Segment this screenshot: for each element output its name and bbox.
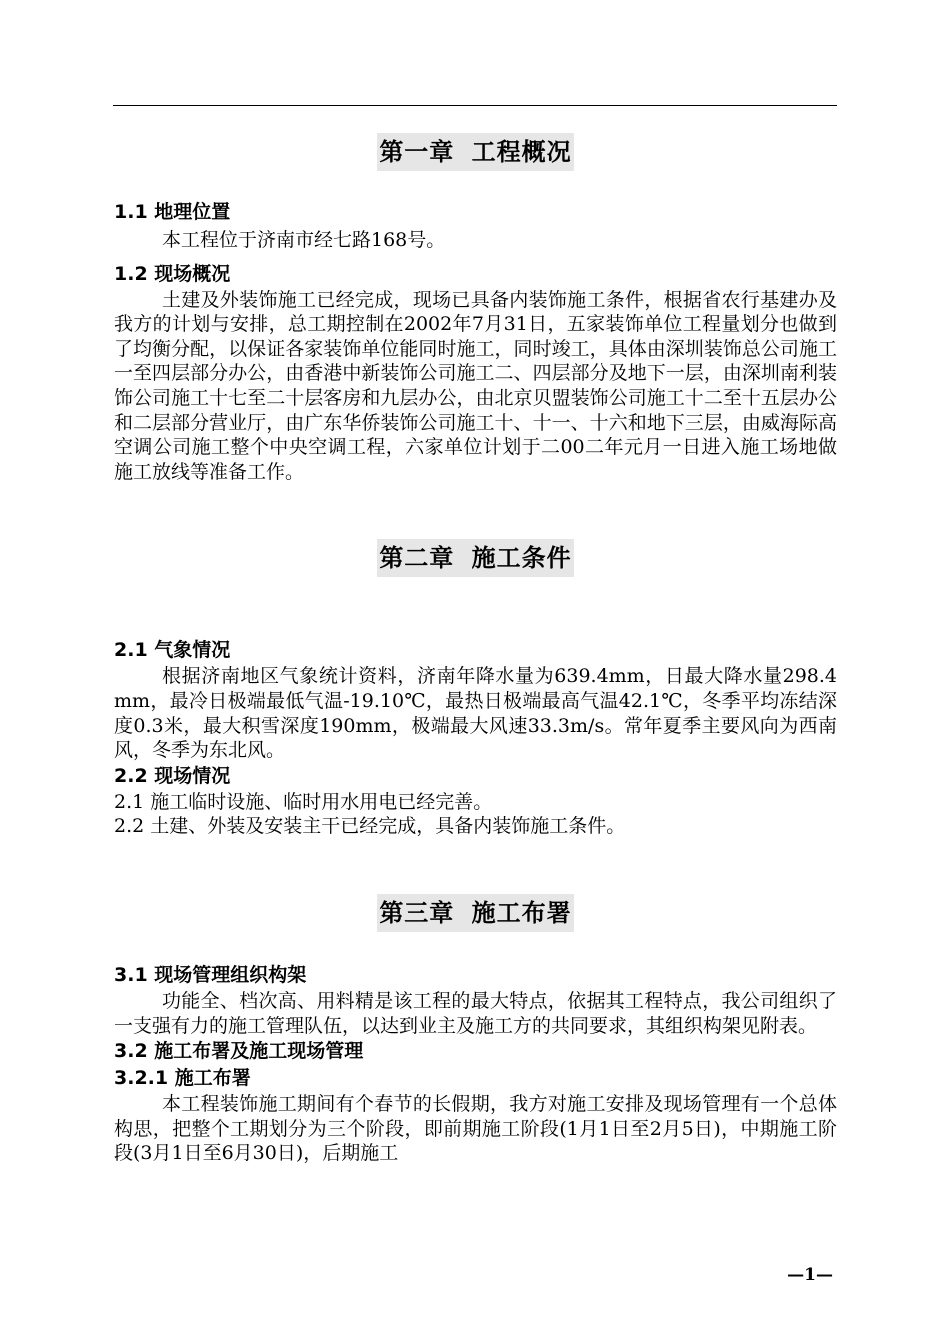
chapter-3-title: 第三章 施工布署 xyxy=(377,894,573,932)
section-heading: 1.2 现场概况 xyxy=(114,262,231,285)
paragraph: 土建及外装饰施工已经完成，现场已具备内装饰施工条件，根据省农行基建办及我方的计划与安排，总工期控制在2002年7月31日，五家装饰单位工程量划分也做到了均衡分配，以保证各家装饰单位能同时施工，同时竣工，具体由深圳装饰总公司施工一至四层部分办公，由香港中新装饰公司施工二、四层部分及地下一层，由深圳南利装饰公司施工十七至二十层客房和九层办公，由北京贝盟装饰公司施工十二至十五层办公和二层部分营业厅，由广东华侨装饰公司施工十、十一、十六和地下三层，由威海际高空调公司施工整个中央空调工程，六家单位计划于二00二年元月一日进入施工场地做施工放线等准备工作。 xyxy=(114,288,837,483)
paragraph: 根据济南地区气象统计资料，济南年降水量为639.4mm，日最大降水量298.4mm，最冷日极端最低气温-19.10℃，最热日极端最高气温42.1℃，冬季平均冻结深度0.3米，最大积雪深度190mm，极端最大风速33.3m/s。常年夏季主要风向为西南风，冬季为东北风。 xyxy=(114,665,837,762)
paragraph: 本工程位于济南市经七路168号。 xyxy=(162,229,446,251)
section-heading: 2.2 现场情况 xyxy=(114,764,231,787)
section-heading: 2.1 气象情况 xyxy=(114,639,231,662)
section-heading: 3.2 施工布署及施工现场管理 xyxy=(114,1040,364,1063)
section-heading: 3.1 现场管理组织构架 xyxy=(114,963,307,986)
chapter-1-title: 第一章 工程概况 xyxy=(377,133,573,171)
chapter-title xyxy=(114,130,837,171)
chapter-title xyxy=(114,536,837,577)
list-item: 2.1 施工临时设施、临时用水用电已经完善。 xyxy=(114,790,493,813)
section-heading: 1.1 地理位置 xyxy=(114,201,231,223)
list-item: 2.2 土建、外装及安装主干已经完成，具备内装饰施工条件。 xyxy=(114,815,626,838)
page-number: —1— xyxy=(787,1265,833,1285)
paragraph: 功能全、档次高、用料精是该工程的最大特点，依据其工程特点，我公司组织了一支强有力的施工管理队伍，以达到业主及施工方的共同要求，其组织构架见附表。 xyxy=(114,989,837,1037)
chapter-title xyxy=(114,891,837,932)
paragraph: 本工程装饰施工期间有个春节的长假期，我方对施工安排及现场管理有一个总体构思，把整个工期划分为三个阶段，即前期施工阶段(1月1日至2月5日)，中期施工阶段(3月1日至6月30日)，后期施工 xyxy=(114,1093,837,1165)
document-body xyxy=(114,130,837,1166)
header-rule xyxy=(113,105,837,106)
subsection-heading: 3.2.1 施工布署 xyxy=(114,1067,251,1090)
chapter-2-title: 第二章 施工条件 xyxy=(377,539,573,577)
